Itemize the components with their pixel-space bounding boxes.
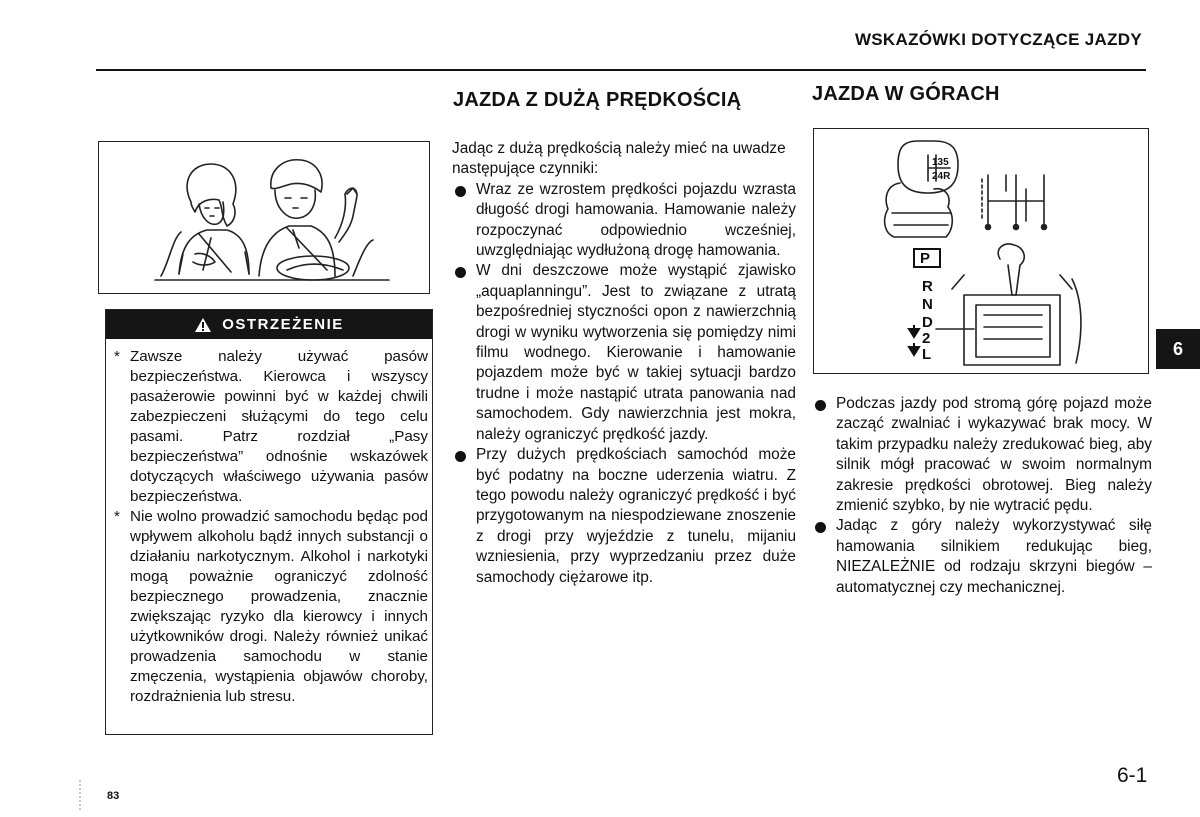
mountain-section-title: JAZDA W GÓRACH	[812, 83, 1000, 105]
auto-gear-2: 2	[922, 330, 931, 347]
speed-section-title: JAZDA Z DUŻĄ PRĘDKOŚCIĄ	[453, 89, 742, 111]
seatbelt-drawing	[99, 142, 429, 293]
seatbelt-illustration	[98, 141, 430, 294]
header-rule	[96, 69, 1146, 71]
warning-box	[105, 309, 433, 735]
auto-gear-n: N	[922, 296, 933, 313]
mountain-bullet: Podczas jazdy pod stromą górę pojazd może zacząć zwalniać i wykazywać brak mocy. W takim przypadku należy zredukować bieg, aby silnik mógł pracować w swoim normalnym zakresie prędkości obrotowej. Bieg należy zmienić szybko, by nie wytracić pędu.	[812, 394, 1152, 516]
page-number: 6-1	[1117, 764, 1148, 787]
speed-bullets	[452, 180, 796, 588]
warning-triangle-icon	[194, 317, 212, 333]
gear-shift-drawing	[814, 129, 1148, 373]
gear-shift-illustration	[813, 128, 1149, 374]
warning-list	[112, 347, 428, 707]
speed-intro: Jadąc z dużą prędkością należy mieć na uwadze następujące czynniki:	[452, 140, 786, 178]
speed-bullet: W dni deszczowe może wystąpić zjawisko „aquaplanningu”. Jest to związane z utratą bezpośredniej styczności opon z nawierzchnią drogi w wyniku wytworzenia się pomiędzy nimi filmu wodnego. Kierowanie i hamowanie pojazdem może być w takiej sytuacji bardzo trudne i może nastąpić utrata panowania nad samochodem. Gdy nawierzchnia jest mokra, należy ograniczyć prędkość jazdy.	[452, 261, 796, 445]
warning-header	[106, 310, 432, 339]
scan-page-number: 83	[107, 790, 120, 802]
chapter-tab: 6	[1156, 329, 1200, 369]
speed-bullet: Przy dużych prędkościach samochód może być podatny na boczne uderzenia wiatru. Z tego powodu należy ograniczyć prędkość i być przygotowanym na niespodziewane znoszenie z drogi przy wyjeździe z tunelu, mijaniu wzniesienia, przy wyprzedzaniu przez duże samochody ciężarowe itp.	[452, 445, 796, 588]
auto-gear-d: D	[922, 314, 933, 331]
mountain-bullets	[812, 394, 1152, 598]
warning-item: * Zawsze należy używać pasów bezpieczeństwa. Kierowca i wszyscy pasażerowie powinni być w każdej chwili zabezpieczeni służącymi do tego celu pasami. Patrz rozdział „Pasy bezpieczeństwa” odnośnie wskazówek dotyczących właściwego używania pasów bezpieczeństwa.	[114, 348, 428, 505]
warning-item: * Nie wolno prowadzić samochodu będąc pod wpływem alkoholu bądź innych substancji o działaniu narkotycznym. Alkohol i narkotyki mogą poważnie ograniczyć zdolność bezpiecznego prowadzenia, znacznie zwiększając ryzyko dla kierowcy i innych użytkowników drogi. Należy również unikać prowadzenia samochodu w stanie zmęczenia, wystąpienia objawów choroby, rozdrażnienia lub stresu.	[114, 508, 428, 705]
manual-gear-label-top: 135	[932, 157, 949, 168]
warning-title: OSTRZEŻENIE	[222, 316, 344, 333]
mountain-bullet: Jadąc z góry należy wykorzystywać siłę hamowania silnikiem redukując bieg, NIEZALEŻNIE od rodzaju skrzyni biegów – automatycznej czy mechanicznej.	[812, 516, 1152, 598]
auto-gear-r: R	[922, 278, 933, 295]
auto-gear-l: L	[922, 346, 932, 363]
speed-section-body	[452, 139, 796, 588]
scan-mark-icon	[78, 780, 82, 810]
auto-gear-p: P	[920, 250, 931, 267]
section-header-title: WSKAZÓWKI DOTYCZĄCE JAZDY	[854, 30, 1142, 49]
manual-gear-label-bottom: 24R	[932, 171, 951, 182]
mountain-section-body	[812, 394, 1152, 598]
speed-bullet: Wraz ze wzrostem prędkości pojazdu wzrasta długość drogi hamowania. Hamowanie należy rozpoczynać odpowiednio wcześniej, uwzględniając wydłużoną drogę hamowania.	[452, 180, 796, 262]
